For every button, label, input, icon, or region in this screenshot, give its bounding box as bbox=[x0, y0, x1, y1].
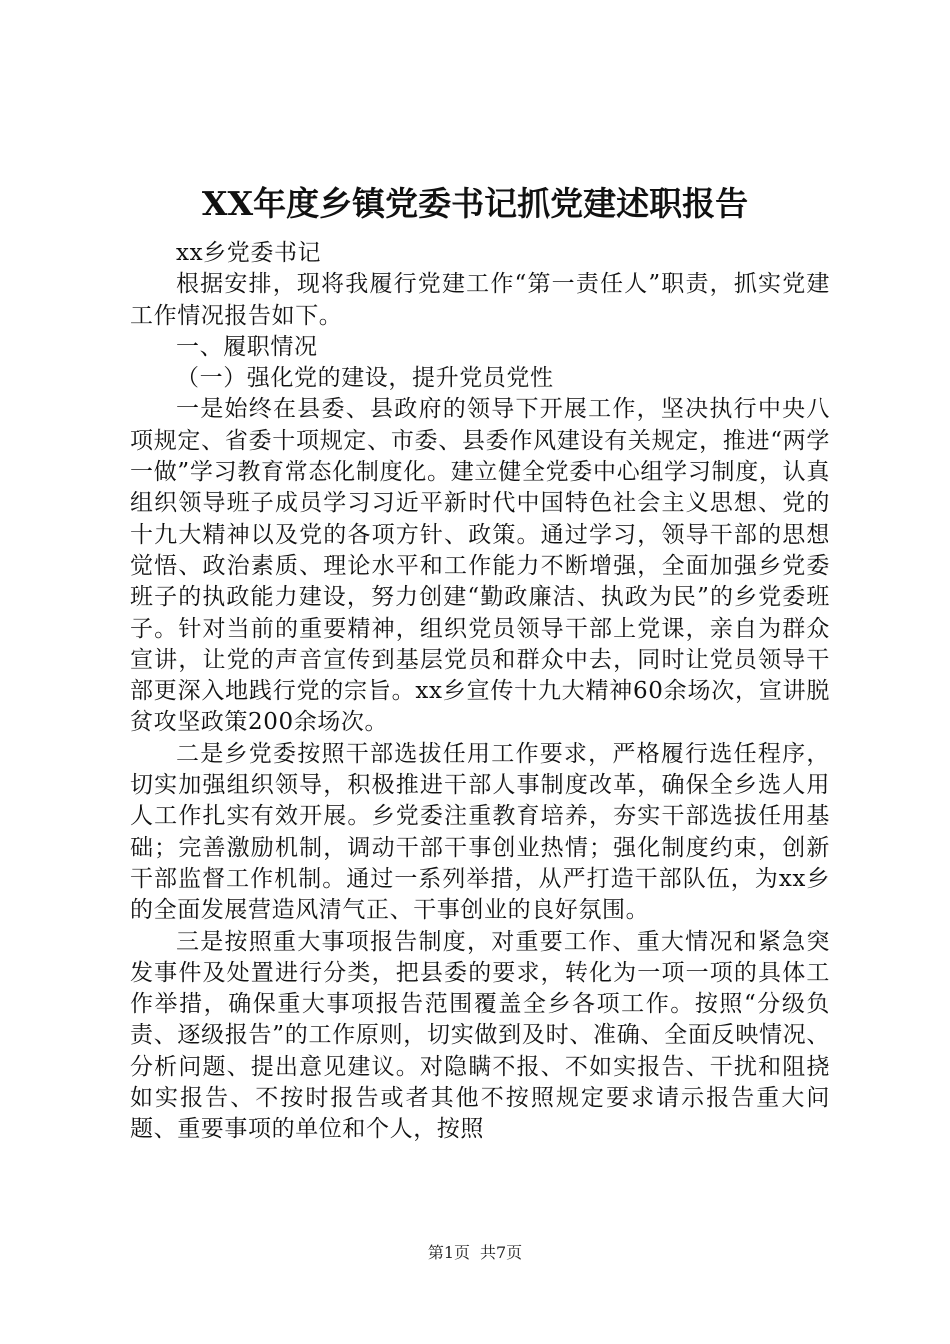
page-number: 第1页 bbox=[427, 1243, 470, 1262]
subsection-heading: （一）强化党的建设，提升党员党性 bbox=[176, 365, 554, 392]
document-body bbox=[130, 238, 830, 1146]
author-line: xx乡党委书记 bbox=[176, 240, 322, 266]
body-paragraph-1: 一是始终在县委、县政府的领导下开展工作，坚决执行中央八项规定、省委十项规定、市委、县委作风建设有关规定，推进“两学一做”学习教育常态化制度化。建立健全党委中心组学习制度，认真组织领导班子成员学习习近平新时代中国特色社会主义思想、党的十九大精神以及党的各项方针、政策。通过学习，领导干部的思想觉悟、政治素质、理论水平和工作能力不断增强，全面加强乡党委班子的执政能力建设，努力创建“勤政廉洁、执政为民”的乡党委班子。针对当前的重要精神，组织党员领导干部上党课，亲自为群众宣讲，让党的声音宣传到基层党员和群众中去，同时让党员领导干部更深入地践行党的宗旨。xx乡宣传十九大精神60余场次，宣讲脱贫攻坚政策200余场次。 bbox=[130, 396, 830, 736]
intro-paragraph: 根据安排，现将我履行党建工作“第一责任人”职责，抓实党建工作情况报告如下。 bbox=[130, 271, 830, 329]
page-footer bbox=[0, 1243, 950, 1263]
body-paragraph-3: 三是按照重大事项报告制度，对重要工作、重大情况和紧急突发事件及处置进行分类，把县委的要求，转化为一项一项的具体工作举措，确保重大事项报告范围覆盖全乡各项工作。按照“分级负责、逐级报告”的工作原则，切实做到及时、准确、全面反映情况、分析问题、提出意见建议。对隐瞒不报、不如实报告、干扰和阻挠如实报告、不按时报告或者其他不按照规定要求请示报告重大问题、重要事项的单位和个人，按照 bbox=[130, 928, 830, 1143]
document-title: XX年度乡镇党委书记抓党建述职报告 bbox=[201, 184, 749, 223]
body-paragraph-2: 二是乡党委按照干部选拔任用工作要求，严格履行选任程序，切实加强组织领导，积极推进干部人事制度改革，确保全乡选人用人工作扎实有效开展。乡党委注重教育培养，夯实干部选拔任用基础；完善激励机制，调动干部干事创业热情；强化制度约束，创新干部监督工作机制。通过一系列举措，从严打造干部队伍，为xx乡的全面发展营造风清气正、干事创业的良好氛围。 bbox=[130, 740, 830, 924]
section-heading: 一、履职情况 bbox=[176, 333, 318, 360]
page-total: 共7页 bbox=[480, 1243, 523, 1262]
